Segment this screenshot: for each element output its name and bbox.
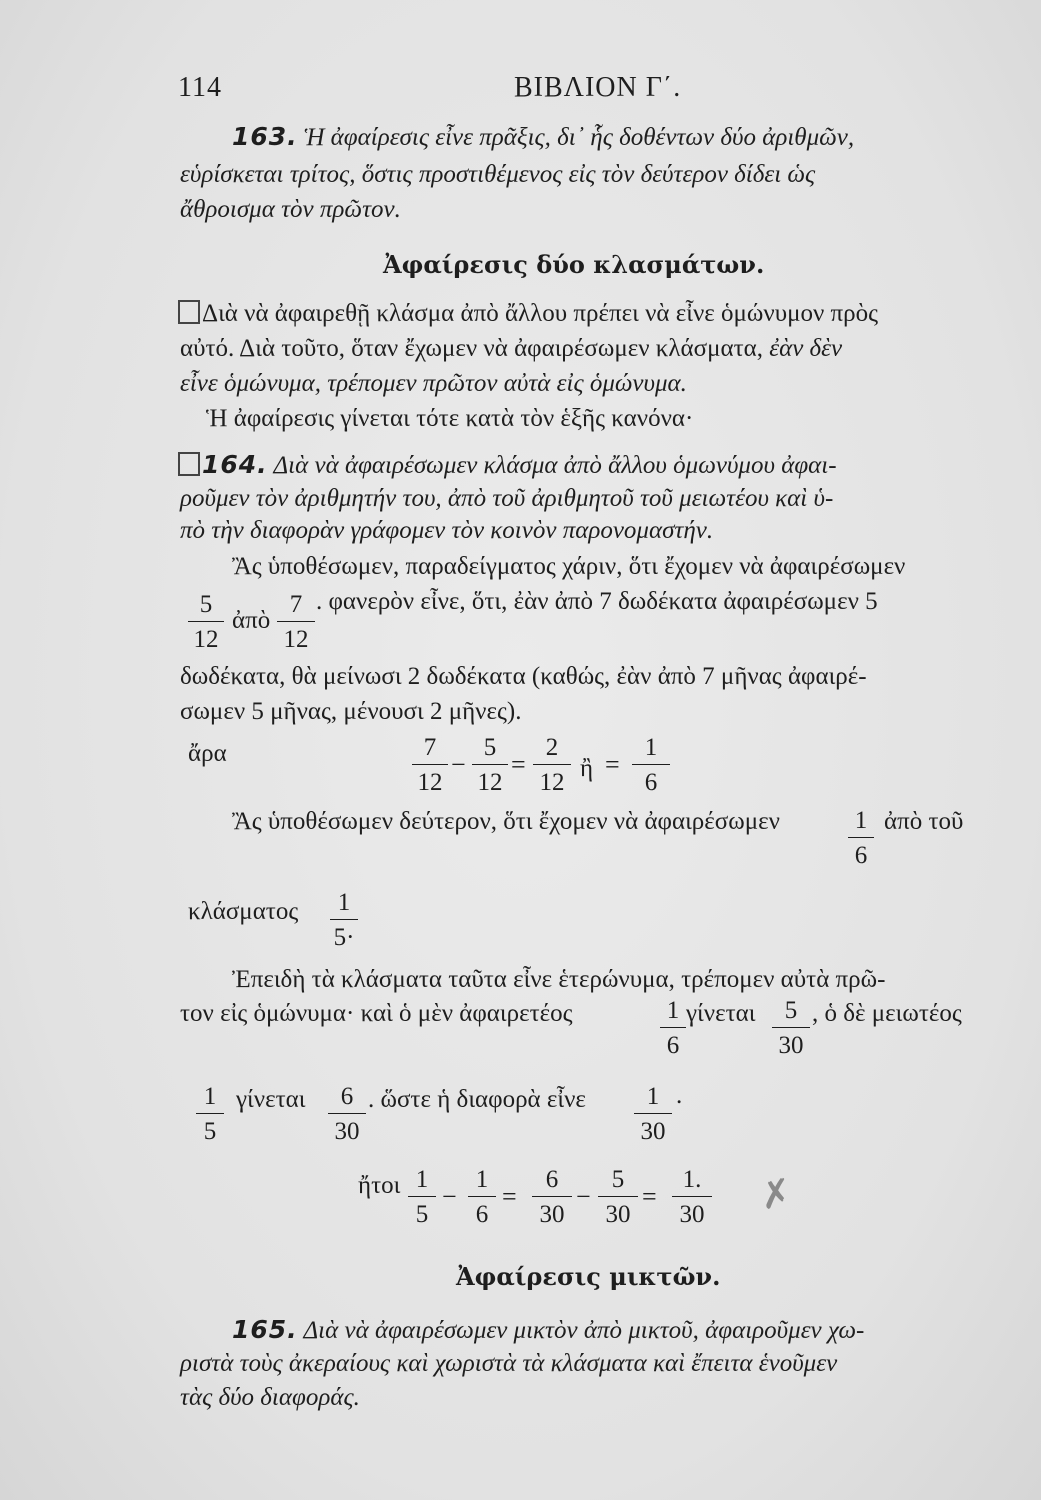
example-1-line-3: δωδέκατα, θὰ μείνωσι 2 δωδέκατα (καθώς, ἐὰν ἀπὸ 7 μῆνας ἀφαιρέ- (180, 663, 867, 690)
denominator: 12 (477, 769, 503, 796)
fraction-bar (672, 1196, 712, 1197)
numerator: 1 (203, 1083, 217, 1110)
fraction-5-30 (772, 996, 810, 1061)
paragraph-165-text: Διὰ νὰ ἀφαιρέσωμεν μικτὸν ἀπὸ μικτοῦ, ἀφαιροῦμεν χω- (303, 1317, 865, 1344)
denominator: 12 (193, 626, 219, 653)
word-ginetai-2: γίνεται (236, 1086, 306, 1113)
fraction-bar (468, 1196, 496, 1197)
intro-line-1-text: Διὰ νὰ ἀφαιρεθῇ κλάσμα ἀπὸ ἄλλου πρέπει νὰ εἶνε ὁμώνυμον πρὸς (202, 300, 879, 327)
numerator: 2 (545, 734, 559, 761)
paragraph-165-line-1 (232, 1315, 864, 1345)
fraction-1-30 (634, 1082, 672, 1147)
example-1-line-2: . φανερὸν εἶνε, ὅτι, ἐὰν ἀπὸ 7 δωδέκατα ἀφαιρέσωμεν 5 (316, 588, 878, 615)
equals-sign: = (511, 750, 526, 779)
numerator: 1 (854, 807, 868, 834)
denominator: 5· (333, 924, 355, 951)
eq1-fraction-a (412, 733, 448, 798)
denominator: 30 (778, 1032, 804, 1059)
denominator: 30 (640, 1118, 666, 1145)
fraction-6-30 (328, 1082, 366, 1147)
eq2-fraction-d (598, 1165, 638, 1230)
pencil-mark-icon: ✗ (756, 1169, 796, 1219)
word-ginetai-1: γίνεται (686, 1000, 756, 1027)
fraction-bar (196, 1113, 224, 1114)
fraction-bar (598, 1196, 638, 1197)
denominator: 30 (539, 1201, 565, 1228)
paragraph-164-text: Διὰ νὰ ἀφαιρέσωμεν κλάσμα ἀπὸ ἄλλου ὁμωνύμου ἀφαι- (273, 452, 837, 479)
denominator: 5 (203, 1118, 217, 1145)
numerator: 5 (784, 997, 798, 1024)
fraction-bar (328, 1113, 366, 1114)
paragraph-164-line-1 (178, 450, 837, 480)
denominator: 30 (679, 1201, 705, 1228)
intro-line-3: εἶνε ὁμώνυμα, τρέπομεν πρῶτον αὐτὰ εἰς ὁμώνυμα. (180, 370, 687, 397)
paragraph-163-line-1 (232, 122, 854, 152)
equals-sign: = (642, 1182, 657, 1211)
word-ara: ἄρα (188, 740, 227, 767)
fraction-bar (532, 1196, 572, 1197)
example-2-line-4: τον εἰς ὁμώνυμα· καὶ ὁ μὲν ἀφαιρετέος (180, 1000, 573, 1027)
numerator: 5 (611, 1166, 625, 1193)
fraction-bar (772, 1027, 810, 1028)
numerator: 1 (415, 1166, 429, 1193)
period: . (676, 1082, 683, 1109)
intro-line-2a: αὐτό. (180, 335, 235, 362)
fraction-bar (188, 621, 224, 622)
numerator: 5 (199, 591, 213, 618)
numerator: 6 (545, 1166, 559, 1193)
fraction-bar (634, 1113, 672, 1114)
denominator: 6 (854, 842, 868, 869)
denominator: 6 (475, 1201, 489, 1228)
paragraph-165-line-2: ριστὰ τοὺς ἀκεραίους καὶ χωριστὰ τὰ κλάσματα καὶ ἔπειτα ἑνοῦμεν (180, 1350, 838, 1377)
section-heading-subtraction-of-fractions: Ἀφαίρεσις δύο κλασμάτων. (383, 250, 765, 279)
margin-mark-icon (178, 452, 200, 476)
fraction-1-5-b (196, 1082, 224, 1147)
denominator: 12 (283, 626, 309, 653)
intro-line-2b: Διὰ τοῦτο, ὅταν ἔχωμεν νὰ ἀφαιρέσωμεν κλάσματα, (239, 335, 763, 362)
word-eta: ἢ (580, 755, 594, 782)
example-1-line-4: σωμεν 5 μῆνας, μένουσι 2 μῆνες). (180, 698, 522, 725)
example-2-line-4b: , ὁ δὲ μειωτέος (812, 1000, 962, 1027)
intro-line-4: Ἡ ἀφαίρεσις γίνεται τότε κατὰ τὸν ἑξῆς κανόνα· (206, 405, 694, 432)
example-2-line-5: . ὥστε ἡ διαφορὰ εἶνε (368, 1086, 586, 1113)
margin-mark-icon (178, 300, 200, 324)
eq1-fraction-d (632, 733, 670, 798)
intro-line-1 (178, 300, 878, 328)
paragraph-165-line-3: τὰς δύο διαφοράς. (180, 1384, 360, 1411)
fraction-1-6-b (660, 996, 686, 1061)
paragraph-number-164: 164. (202, 450, 268, 479)
intro-line-2c: ἐὰν δὲν (769, 335, 843, 362)
minus-sign: − (451, 750, 466, 779)
numerator: 1 (666, 997, 680, 1024)
fraction-bar (533, 764, 571, 765)
eq2-fraction-a (408, 1165, 436, 1230)
eq2-fraction-e (672, 1165, 712, 1230)
fraction-bar (660, 1027, 686, 1028)
denominator: 6 (666, 1032, 680, 1059)
paragraph-164-line-3: πὸ τὴν διαφορὰν γράφομεν τὸν κοινὸν παρονομαστήν. (180, 517, 714, 544)
numerator: 6 (340, 1083, 354, 1110)
fraction-1-6 (848, 806, 874, 871)
denominator: 30 (605, 1201, 631, 1228)
minus-sign: − (576, 1182, 591, 1211)
fraction-bar (412, 764, 448, 765)
paragraph-164-line-2: ροῦμεν τὸν ἀριθμητήν του, ἀπὸ τοῦ ἀριθμητοῦ τοῦ μειωτέου καὶ ὑ- (180, 485, 834, 512)
numerator: 7 (423, 734, 437, 761)
fraction-bar (330, 919, 358, 920)
denominator: 12 (539, 769, 565, 796)
equals-sign: = (605, 750, 620, 779)
word-apo: ἀπὸ (232, 607, 271, 634)
fraction-bar (277, 621, 315, 622)
paragraph-163-line-2: εὑρίσκεται τρίτος, ὅστις προστιθέμενος εἰς τὸν δεύτερον δίδει ὡς (180, 161, 816, 188)
word-klasmatos: κλάσματος (188, 898, 299, 925)
fraction-bar (848, 837, 874, 838)
section-heading-subtraction-of-mixed: Ἀφαίρεσις μικτῶν. (456, 1262, 721, 1291)
fraction-1-5 (330, 888, 358, 953)
fraction-7-12 (277, 590, 315, 655)
numerator: 5 (483, 734, 497, 761)
denominator: 30 (334, 1118, 360, 1145)
denominator: 5 (415, 1201, 429, 1228)
paragraph-163-line-3: ἄθροισμα τὸν πρῶτον. (180, 196, 401, 223)
numerator: 1 (644, 734, 658, 761)
fraction-bar (472, 764, 508, 765)
fraction-bar (408, 1196, 436, 1197)
numerator: 7 (289, 591, 303, 618)
running-title: ΒΙΒΛΙΟΝ Γ΄. (514, 72, 682, 103)
fraction-5-12 (188, 590, 224, 655)
numerator: 1 (646, 1083, 660, 1110)
intro-line-2 (180, 335, 842, 363)
equals-sign: = (502, 1182, 517, 1211)
paragraph-163-text: Ἡ ἀφαίρεσις εἶνε πρᾶξις, δι᾽ ἧς δοθέντων δύο ἀριθμῶν, (303, 124, 855, 151)
numerator: 1 (475, 1166, 489, 1193)
words-apo-tou: ἀπὸ τοῦ (884, 808, 964, 835)
eq1-fraction-b (472, 733, 508, 798)
minus-sign: − (442, 1182, 457, 1211)
paragraph-number-163: 163. (232, 122, 298, 151)
example-1-line-1: Ἂς ὑποθέσωμεν, παραδείγματος χάριν, ὅτι ἔχομεν νὰ ἀφαιρέσωμεν (232, 553, 906, 580)
numerator: 1. (682, 1166, 702, 1193)
example-2-line-1: Ἂς ὑποθέσωμεν δεύτερον, ὅτι ἔχομεν νὰ ἀφαιρέσωμεν (232, 808, 780, 835)
denominator: 12 (417, 769, 443, 796)
denominator: 6 (644, 769, 658, 796)
fraction-bar (632, 764, 670, 765)
word-itoi: ἤτοι (358, 1172, 401, 1199)
eq2-fraction-c (532, 1165, 572, 1230)
example-2-line-3: Ἐπειδὴ τὰ κλάσματα ταῦτα εἶνε ἑτερώνυμα, τρέπομεν αὐτὰ πρῶ- (232, 966, 886, 993)
paragraph-number-165: 165. (232, 1315, 298, 1344)
numerator: 1 (337, 889, 351, 916)
eq2-fraction-b (468, 1165, 496, 1230)
page-number: 114 (178, 72, 222, 103)
eq1-fraction-c (533, 733, 571, 798)
